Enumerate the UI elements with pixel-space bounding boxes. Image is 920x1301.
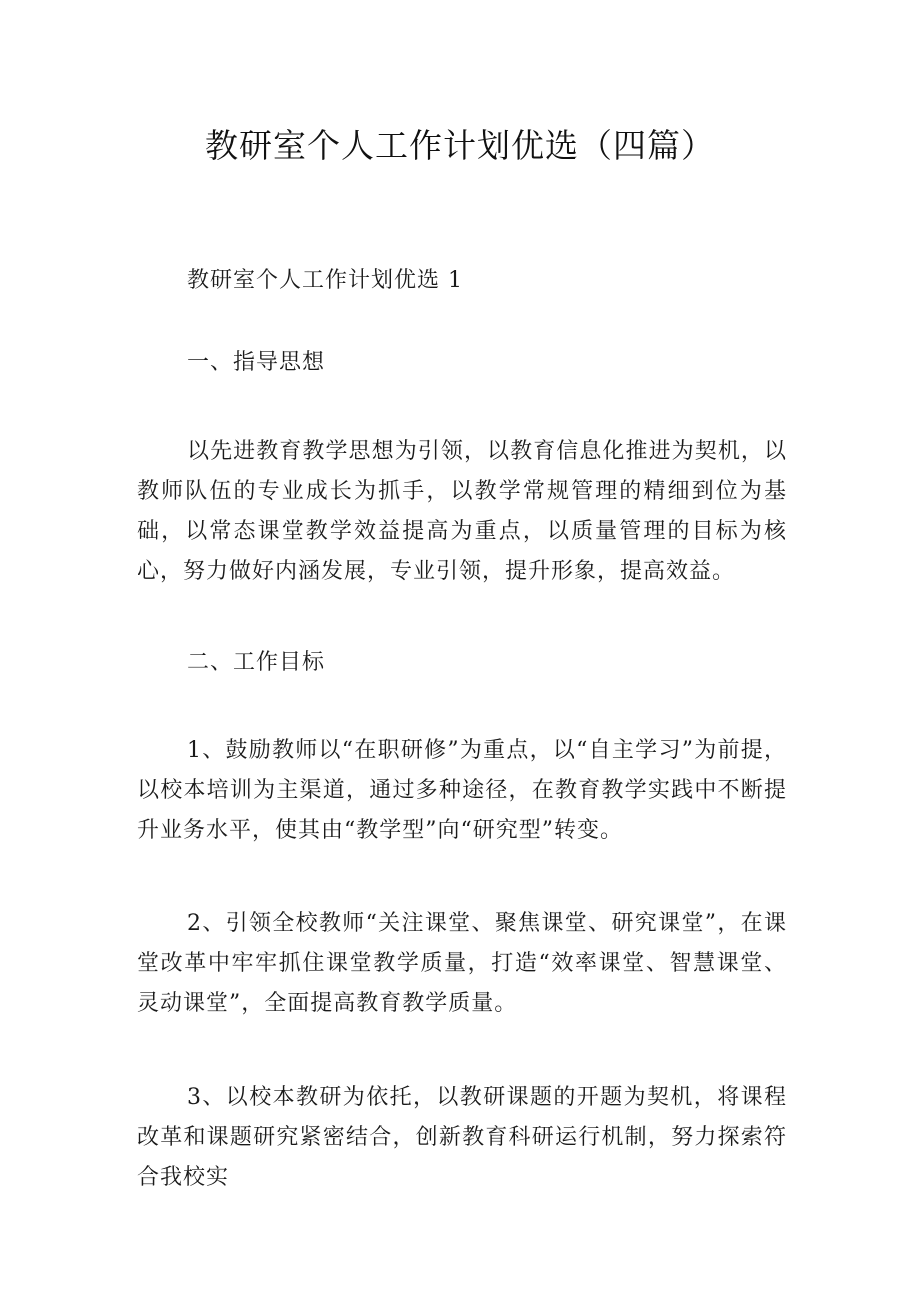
paragraph-goal-2: 2、引领全校教师“关注课堂、聚焦课堂、研究课堂”，在课堂改革中牢牢抓住课堂教学质量，打造“效率课堂、智慧课堂、灵动课堂”，全面提高教育教学质量。 (137, 911, 787, 1016)
paragraph-goal-3: 3、以校本教研为依托，以教研课题的开题为契机，将课程改革和课题研究紧密结合，创新教育科研运行机制，努力探索符合我校实 (137, 1085, 787, 1190)
paragraph-guiding-thought: 以先进教育教学思想为引领，以教育信息化推进为契机，以教师队伍的专业成长为抓手，以教学常规管理的精细到位为基础，以常态课堂教学效益提高为重点，以质量管理的目标为核心，努力做好内涵发展，专业引领，提升形象，提高效益。 (137, 439, 787, 584)
heading-work-goals: 二、工作目标 (187, 650, 326, 675)
document-title: 教研室个人工作计划优选（四篇） (205, 126, 715, 165)
heading-guiding-thought: 一、指导思想 (187, 350, 326, 375)
section-title: 教研室个人工作计划优选 1 (187, 268, 463, 293)
paragraph-goal-1: 1、鼓励教师以“在职研修”为重点，以“自主学习”为前提，以校本培训为主渠道，通过多种途径，在教育教学实践中不断提升业务水平，使其由“教学型”向“研究型”转变。 (137, 738, 787, 843)
